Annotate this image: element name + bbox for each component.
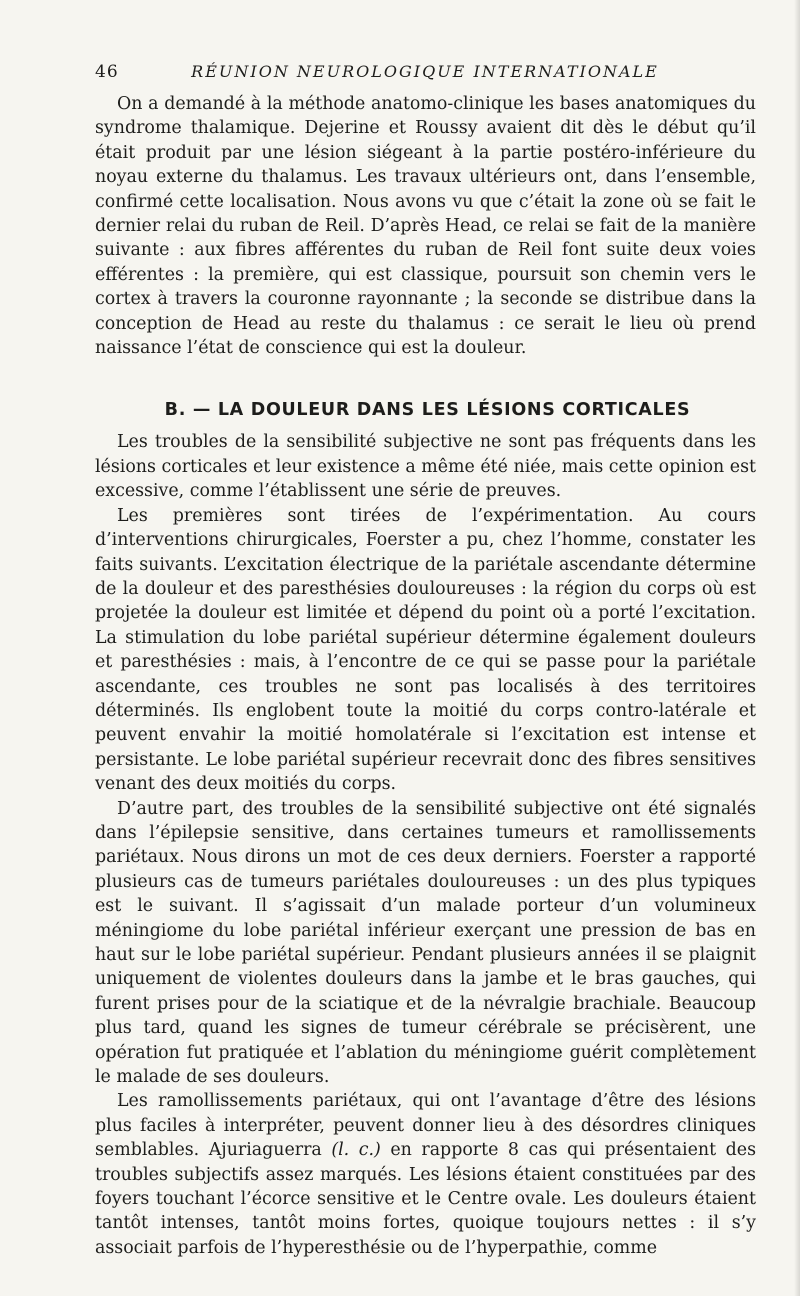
paragraph-cortical-intro: Les troubles de la sensibilité subjective ne sont pas fréquents dans les lésions corticales et leur existence a même été niée, mais cette opinion est excessive, comme l’établissent une série de preuves. <box>95 432 756 502</box>
paragraph-softening <box>95 1089 756 1260</box>
paragraph-tumors: D’autre part, des troubles de la sensibilité subjective ont été signalés dans l’épilepsie sensitive, dans certaines tumeurs et ramollissements pariétaux. Nous dirons un mot de ces deux derniers. Foerster a rapporté plusieurs cas de tumeurs pariétales douloureuses : un des plus typiques est le suivant. Il s’agissait d’un malade porteur d’un volumineux méningiome du lobe pariétal inférieur exerçant une pression de bas en haut sur le lobe pariétal supérieur. Pendant plusieurs années il se plaignit uniquement de violentes douleurs dans la jambe et le bras gauches, qui furent prises pour de la sciatique et de la névralgie brachiale. Beaucoup plus tard, quand les signes de tumeur cérébrale se précisèrent, une opération fut pratiquée et l’ablation du méningiome guérit complètement le malade de ses douleurs. <box>95 798 756 1088</box>
running-head <box>95 60 755 86</box>
paragraph-experimentation: Les premières sont tirées de l’expérimentation. Au cours d’interventions chirurgicales, Foerster a pu, chez l’homme, constater les faits suivants. L’excitation électrique de la pariétale ascendante détermine de la douleur et des paresthésies douloureuses : la région du corps où est projetée la douleur est limitée et dépend du point où a porté l’excitation. La stimulation du lobe pariétal supérieur détermine également douleurs et paresthésies : mais, à l’encontre de ce qui se passe pour la pariétale ascendante, ces troubles ne sont pas localisés à des territoires déterminés. Ils englobent toute la moitié du corps contro-latérale et peuvent envahir la moitié homolatérale si l’excitation est intense et persistante. Le lobe pariétal supérieur recevrait donc des fibres sensitives venant des deux moitiés du corps. <box>95 505 756 795</box>
section-heading: B. — LA DOULEUR DANS LES LÉSIONS CORTICALES <box>164 400 691 421</box>
paragraph-text: Les ramollissements pariétaux, qui ont l’avantage d’être des lésions plus faciles à interpréter, peuvent donner lieu à des désordres cliniques semblables. Ajuriaguerra <box>95 1091 756 1161</box>
page-body <box>95 92 756 1260</box>
citation: (l. c.) <box>331 1140 381 1161</box>
paragraph-text: en rapporte 8 cas qui présentaient des troubles subjectifs assez marqués. Les lésions étaient constituées par des foyers touchant l’écorce sensitive et le Centre ovale. Les douleurs étaient tantôt intenses, tantôt moins fortes, quoique toujours nettes : il s’y associait parfois de l’hyperesthésie ou de l’hyperpathie, comme <box>95 1140 756 1258</box>
paragraph-thalamic-anatomy: On a demandé à la méthode anatomo-clinique les bases anatomiques du syndrome thalamique. Dejerine et Roussy avaient dit dès le début qu’il était produit par une lésion siégeant à la partie postéro-inférieure du noyau externe du thalamus. Les travaux ultérieurs ont, dans l’ensemble, confirmé cette localisation. Nous avons vu que c’était la zone où se fait le dernier relai du ruban de Reil. D’après Head, ce relai se fait de la manière suivante : aux fibres afférentes du ruban de Reil font suite deux voies efférentes : la première, qui est classique, poursuit son chemin vers le cortex à travers la couronne rayonnante ; la seconde se distribue dans la conception de Head au reste du thalamus : ce serait le lieu où prend naissance l’état de conscience qui est la douleur. <box>95 94 756 359</box>
running-title: RÉUNION NEUROLOGIQUE INTERNATIONALE <box>191 62 659 81</box>
scan-edge-shadow <box>794 0 800 1296</box>
page-number: 46 <box>95 62 119 82</box>
